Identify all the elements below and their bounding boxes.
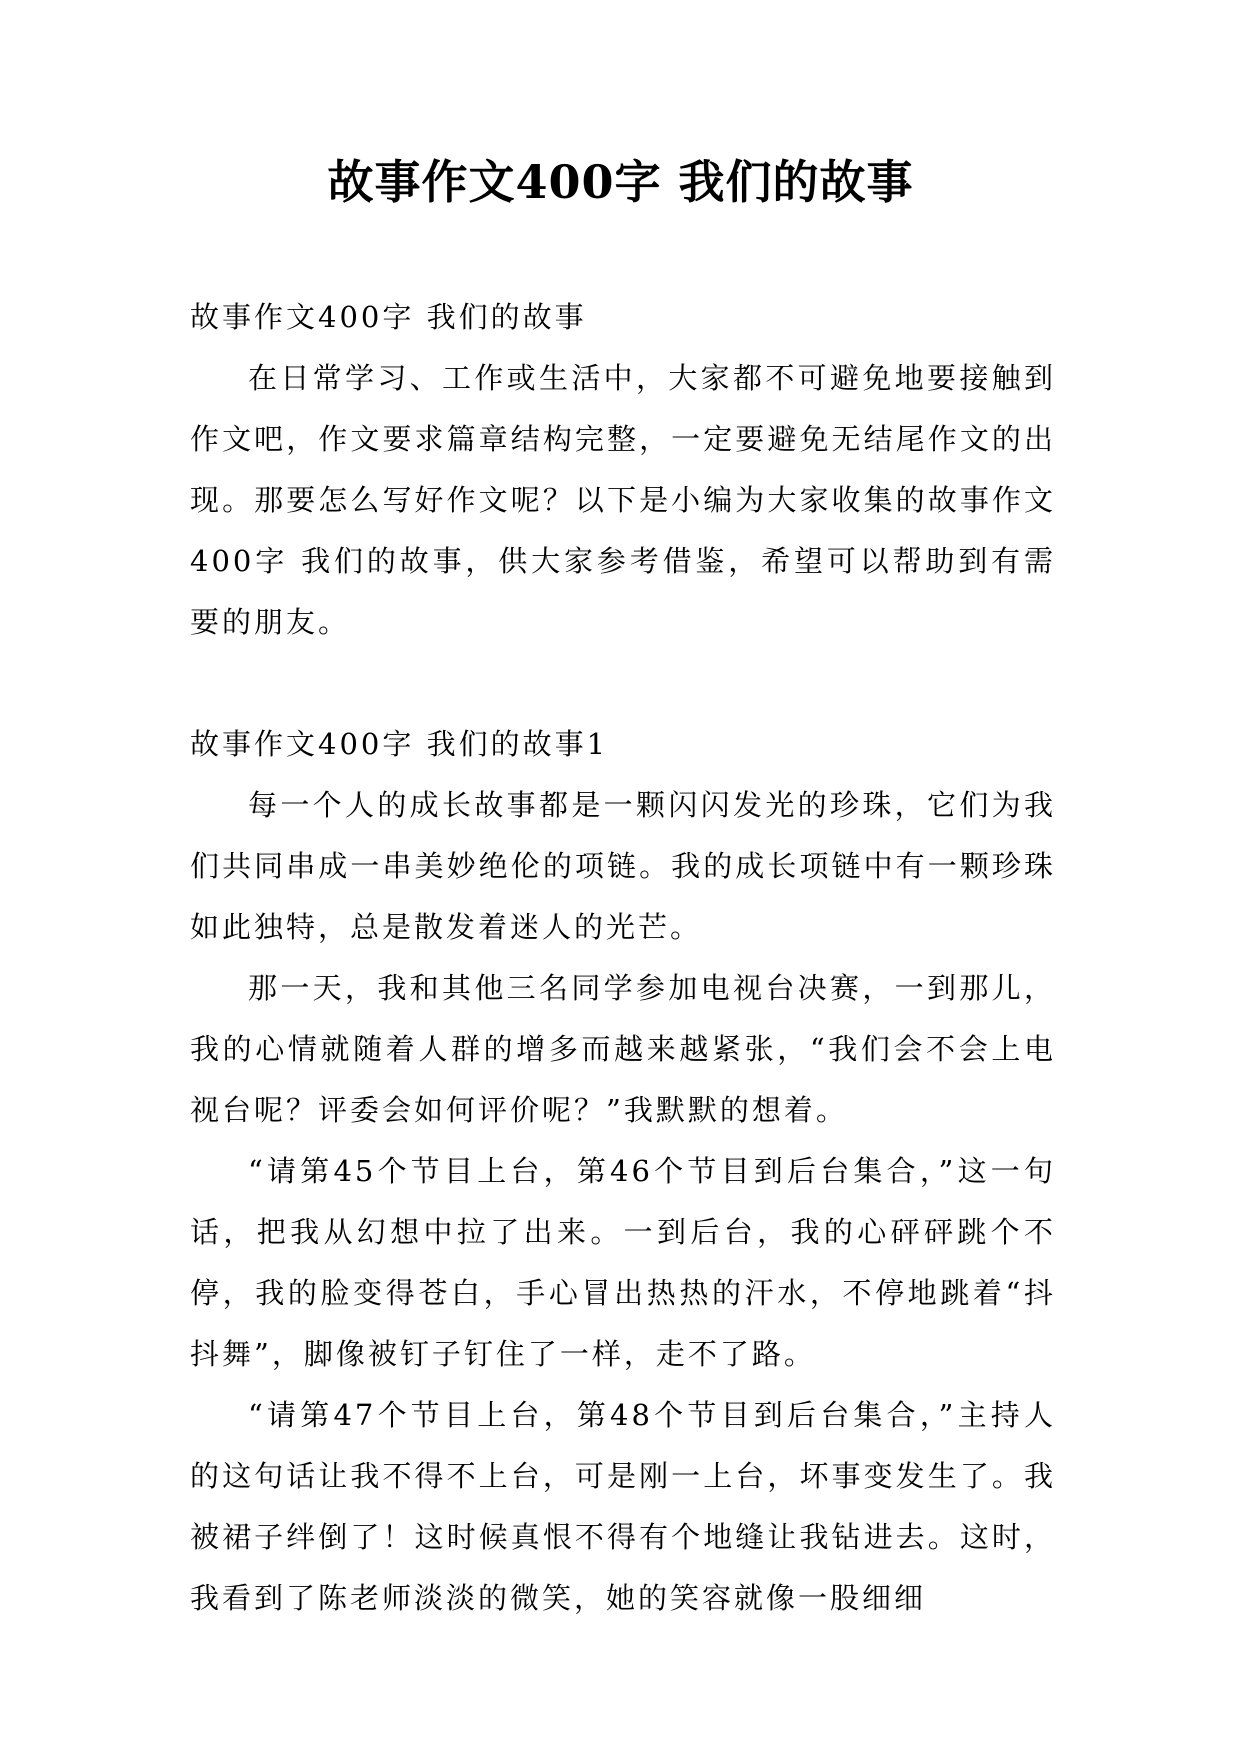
section-divider-space bbox=[190, 653, 1056, 714]
intro-paragraph: 在日常学习、工作或生活中，大家都不可避免地要接触到作文吧，作文要求篇章结构完整，一定要避免无结尾作文的出现。那要怎么写好作文呢？以下是小编为大家收集的故事作文400字 我们的故事，供大家参考借鉴，希望可以帮助到有需要的朋友。 bbox=[190, 361, 1056, 639]
body-paragraph: “请第47个节目上台，第48个节目到后台集合，”主持人的这句话让我不得不上台，可是刚一上台，坏事变发生了。我被裙子绊倒了！这时候真恨不得有个地缝让我钻进去。这时，我看到了陈老师淡淡的微笑，她的笑容就像一股细细 bbox=[190, 1398, 1056, 1615]
body-paragraph: “请第45个节目上台，第46个节目到后台集合，”这一句话，把我从幻想中拉了出来。一到后台，我的心砰砰跳个不停，我的脸变得苍白，手心冒出热热的汗水，不停地跳着“抖抖舞”，脚像被钉子钉住了一样，走不了路。 bbox=[190, 1154, 1056, 1371]
body-paragraph: 每一个人的成长故事都是一颗闪闪发光的珍珠，它们为我们共同串成一串美妙绝伦的项链。我的成长项链中有一颗珍珠如此独特，总是散发着迷人的光芒。 bbox=[190, 788, 1056, 944]
body-paragraph: 那一天，我和其他三名同学参加电视台决赛，一到那儿，我的心情就随着人群的增多而越来越紧张，“我们会不会上电视台呢？评委会如何评价呢？”我默默的想着。 bbox=[190, 971, 1056, 1127]
intro-heading: 故事作文400字 我们的故事 bbox=[190, 300, 587, 334]
document-title: 故事作文400字 我们的故事 bbox=[327, 155, 914, 209]
section-heading: 故事作文400字 我们的故事1 bbox=[190, 727, 609, 761]
document-body bbox=[190, 287, 1056, 1629]
